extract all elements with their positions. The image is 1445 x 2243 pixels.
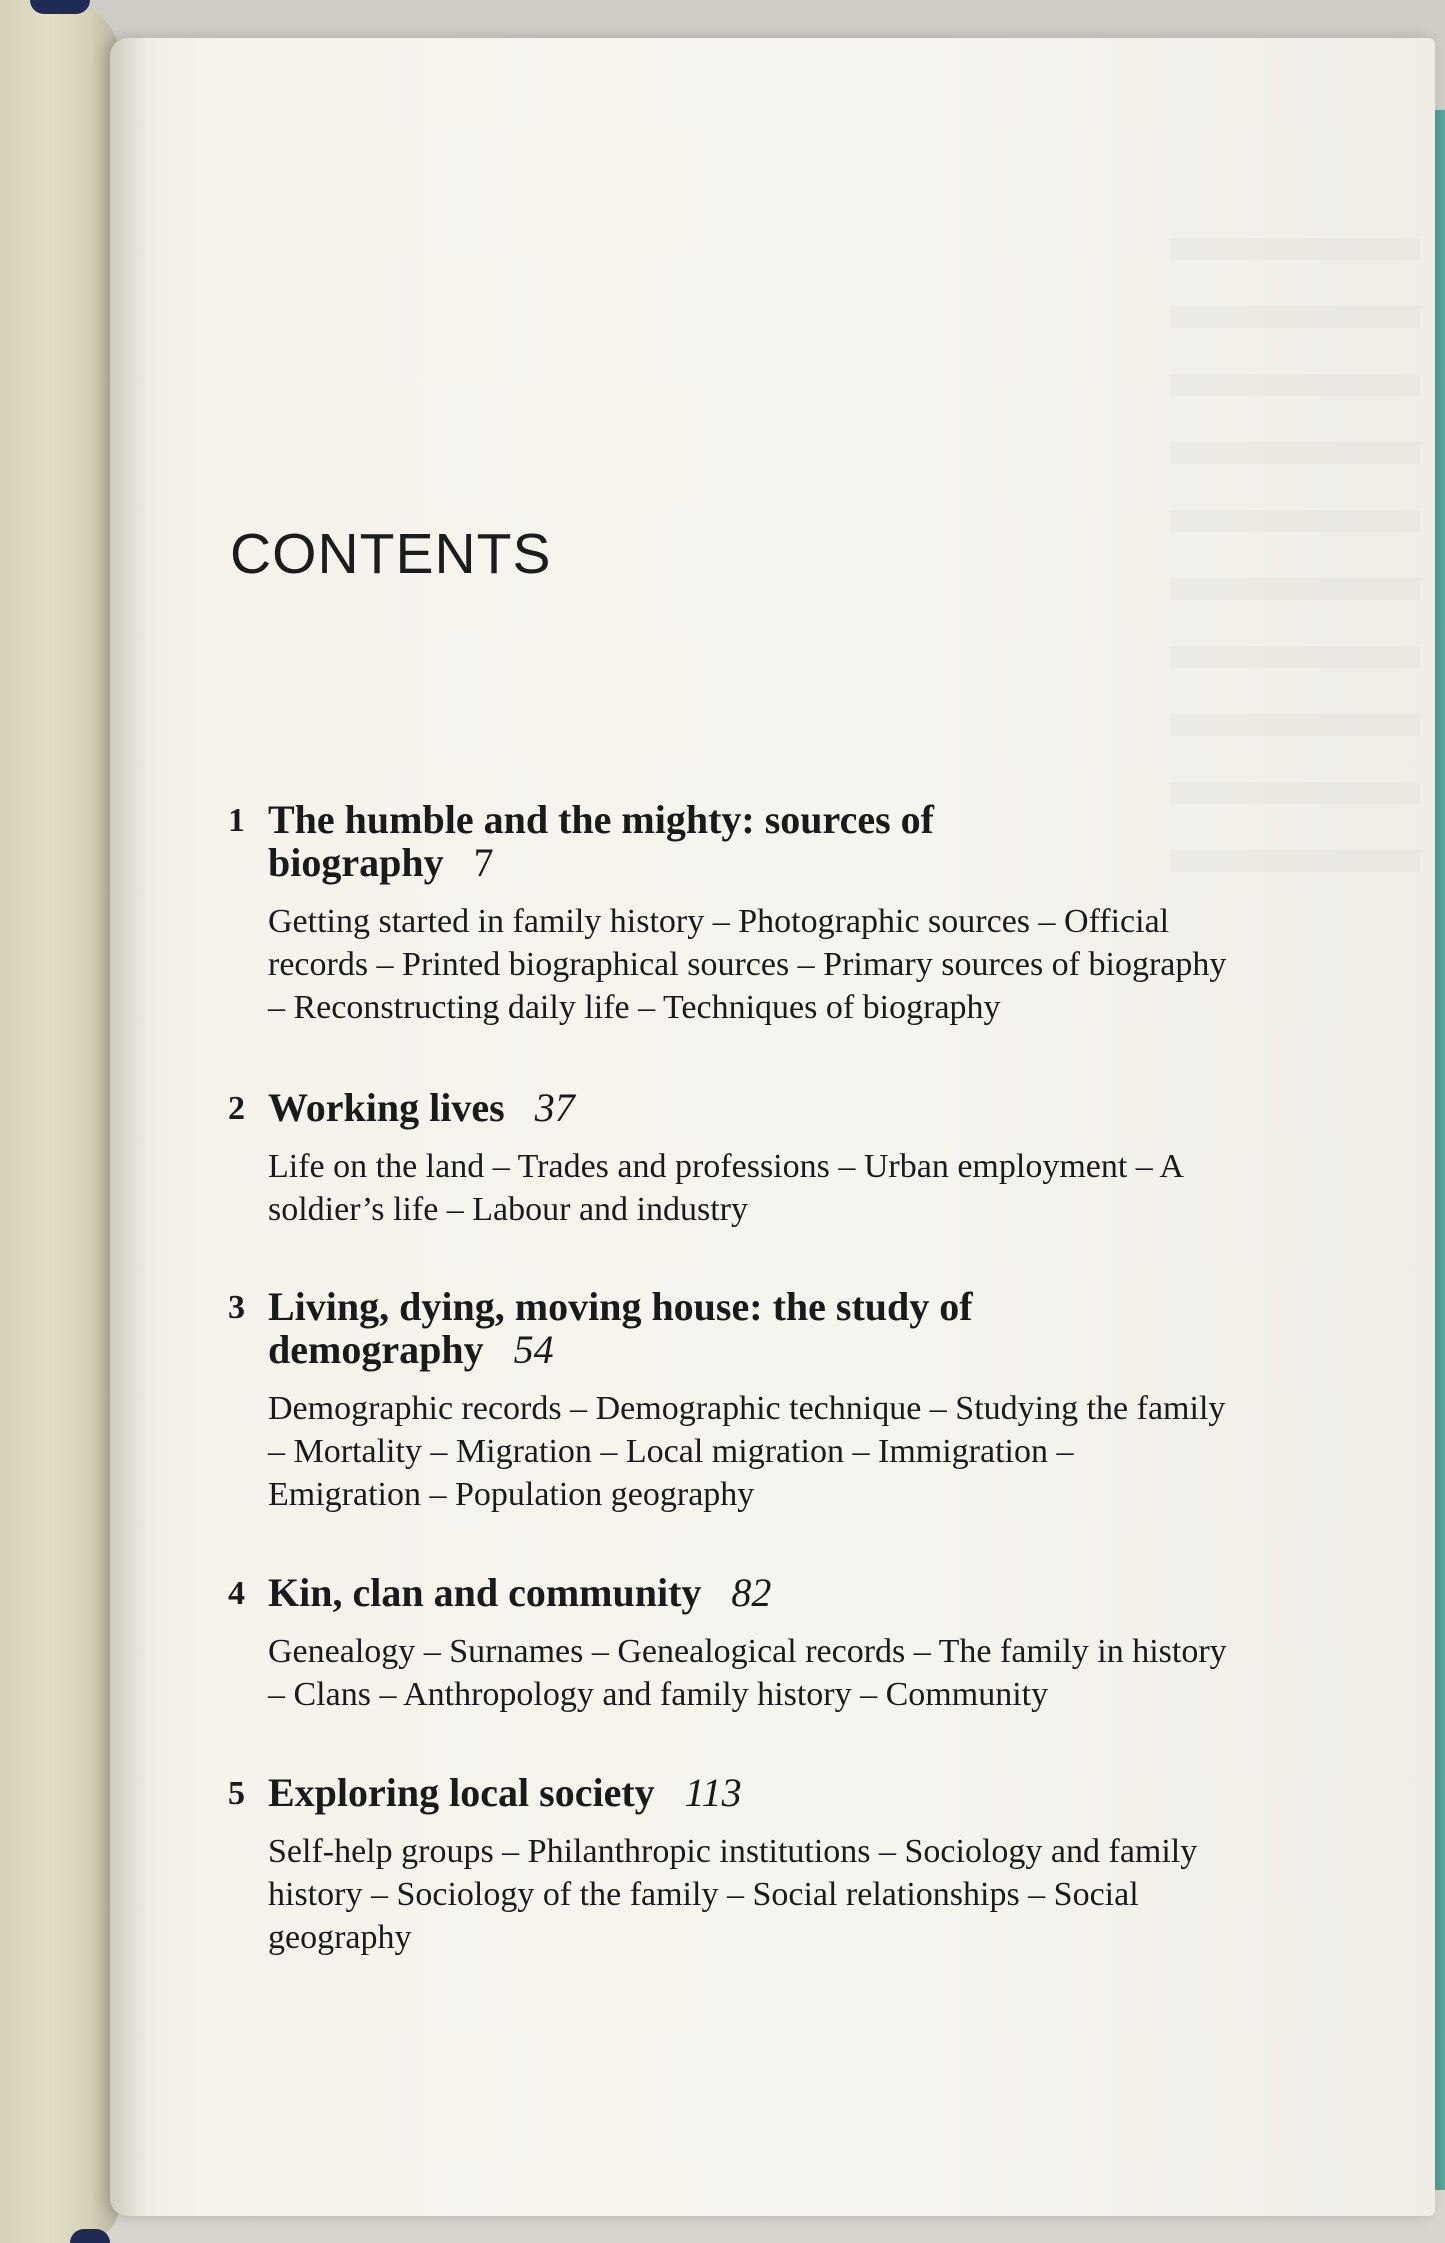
chapter-number: 4 — [228, 1575, 245, 1612]
chapter-title: Living, dying, moving house: the study of demography — [268, 1284, 973, 1372]
chapter-page: 37 — [534, 1085, 575, 1130]
chapter-title: Exploring local society — [268, 1770, 655, 1815]
chapter-page: 82 — [731, 1570, 772, 1615]
chapter-page: 54 — [513, 1327, 554, 1372]
previous-page-edge — [0, 0, 120, 2243]
contents-page — [110, 38, 1435, 2216]
page-heading: CONTENTS — [230, 522, 552, 586]
toc-entry — [228, 1086, 1348, 1231]
toc-entry — [228, 798, 1348, 1029]
chapter-title: Kin, clan and community — [268, 1570, 702, 1615]
toc-entry — [228, 1771, 1348, 1959]
chapter-title-line — [268, 798, 1128, 884]
chapter-topics: Demographic records – Demographic technique – Studying the family – Mortality – Migration – Local migration – Immigration – Emigration – Population geography — [268, 1390, 1226, 1513]
chapter-number: 2 — [228, 1090, 245, 1127]
toc-entry — [228, 1285, 1348, 1516]
chapter-topics: Self-help groups – Philanthropic institutions – Sociology and family history – Sociology of the family – Social relationships – Social geography — [268, 1833, 1198, 1956]
chapter-title-line — [268, 1285, 1128, 1371]
chapter-title: The humble and the mighty: sources of biography — [268, 797, 934, 885]
toc-entry — [228, 1571, 1348, 1716]
chapter-topics: Life on the land – Trades and professions – Urban employment – A soldier’s life – Labour and industry — [268, 1148, 1183, 1228]
chapter-title: Working lives — [268, 1085, 505, 1130]
chapter-number: 3 — [228, 1289, 245, 1326]
chapter-topics: Getting started in family history – Photographic sources – Official records – Printed biographical sources – Primary sources of biography – Reconstructing daily life – Techniques of biography — [268, 903, 1227, 1026]
chapter-page: 113 — [684, 1770, 742, 1815]
chapter-title-line — [268, 1086, 1128, 1129]
chapter-number: 1 — [228, 802, 245, 839]
gutter-shadow — [110, 38, 150, 2216]
chapter-page: 7 — [473, 840, 494, 885]
chapter-topics: Genealogy – Surnames – Genealogical records – The family in history – Clans – Anthropology and family history – Community — [268, 1633, 1227, 1713]
binding-edge-bottom — [70, 2229, 110, 2243]
binding-edge-top — [30, 0, 90, 14]
show-through-text — [1170, 238, 1420, 888]
chapter-number: 5 — [228, 1775, 245, 1812]
chapter-title-line — [268, 1571, 1128, 1614]
table-of-contents — [228, 798, 1348, 1959]
chapter-title-line — [268, 1771, 1128, 1814]
